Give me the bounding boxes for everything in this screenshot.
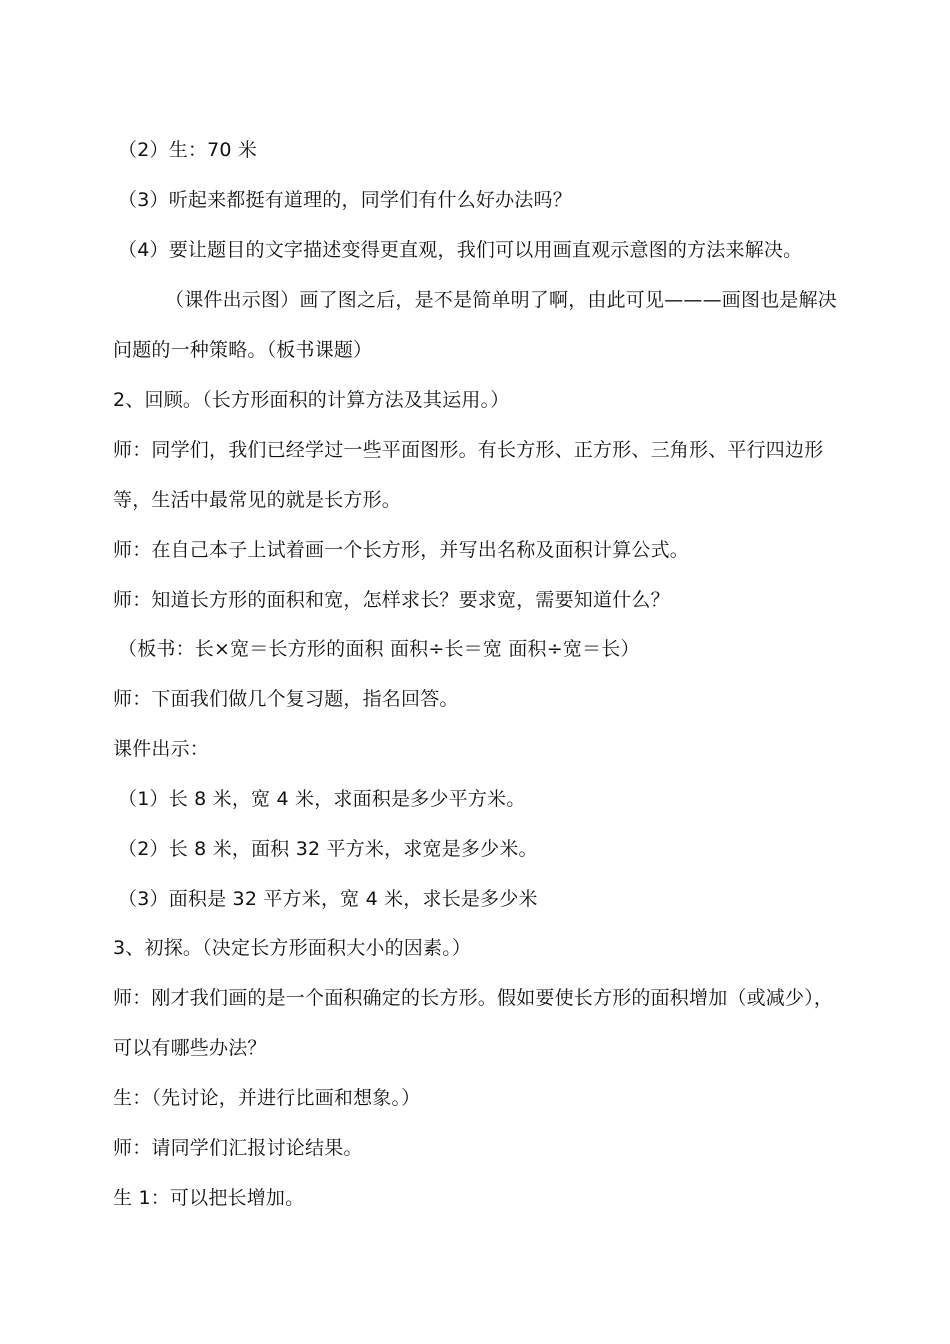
text-line: 师：刚才我们画的是一个面积确定的长方形。假如要使长方形的面积增加（或减少）， [113, 987, 834, 1009]
text-line: 等，生活中最常见的就是长方形。 [113, 489, 402, 511]
board-formula-line: （板书：长×宽＝长方形的面积 面积÷长＝宽 面积÷宽＝长） [118, 638, 640, 660]
text-line: （4）要让题目的文字描述变得更直观，我们可以用画直观示意图的方法来解决。 [118, 239, 803, 261]
text-line: 生：（先讨论，并进行比画和想象。） [113, 1087, 421, 1109]
text-line: 可以有哪些办法？ [113, 1037, 267, 1059]
text-line: （课件出示图）画了图之后，是不是简单明了啊，由此可见———画图也是解决 [165, 289, 838, 311]
text-line: （2）生：70 米 [118, 139, 258, 161]
text-line: 师：知道长方形的面积和宽，怎样求长？要求宽，需要知道什么？ [113, 589, 670, 611]
exercise-item: （3）面积是 32 平方米，宽 4 米，求长是多少米 [118, 888, 538, 910]
text-line: 生 1：可以把长增加。 [113, 1187, 305, 1209]
exercise-item: （2）长 8 米，面积 32 平方米，求宽是多少米。 [118, 838, 538, 860]
text-line: 问题的一种策略。（板书课题） [113, 339, 373, 361]
text-line: 师：在自己本子上试着画一个长方形，并写出名称及面积计算公式。 [113, 539, 690, 561]
exercise-item: （1）长 8 米，宽 4 米，求面积是多少平方米。 [118, 788, 526, 810]
text-line: 师：下面我们做几个复习题，指名回答。 [113, 688, 459, 710]
text-line: （3）听起来都挺有道理的，同学们有什么好办法吗？ [118, 189, 572, 211]
section-heading: 3、初探。（决定长方形面积大小的因素。） [113, 937, 472, 959]
text-line: 师：请同学们汇报讨论结果。 [113, 1137, 363, 1159]
text-line: 课件出示： [113, 738, 210, 760]
section-heading: 2、回顾。（长方形面积的计算方法及其运用。） [113, 389, 510, 411]
text-line: 师：同学们，我们已经学过一些平面图形。有长方形、正方形、三角形、平行四边形 [113, 439, 824, 461]
